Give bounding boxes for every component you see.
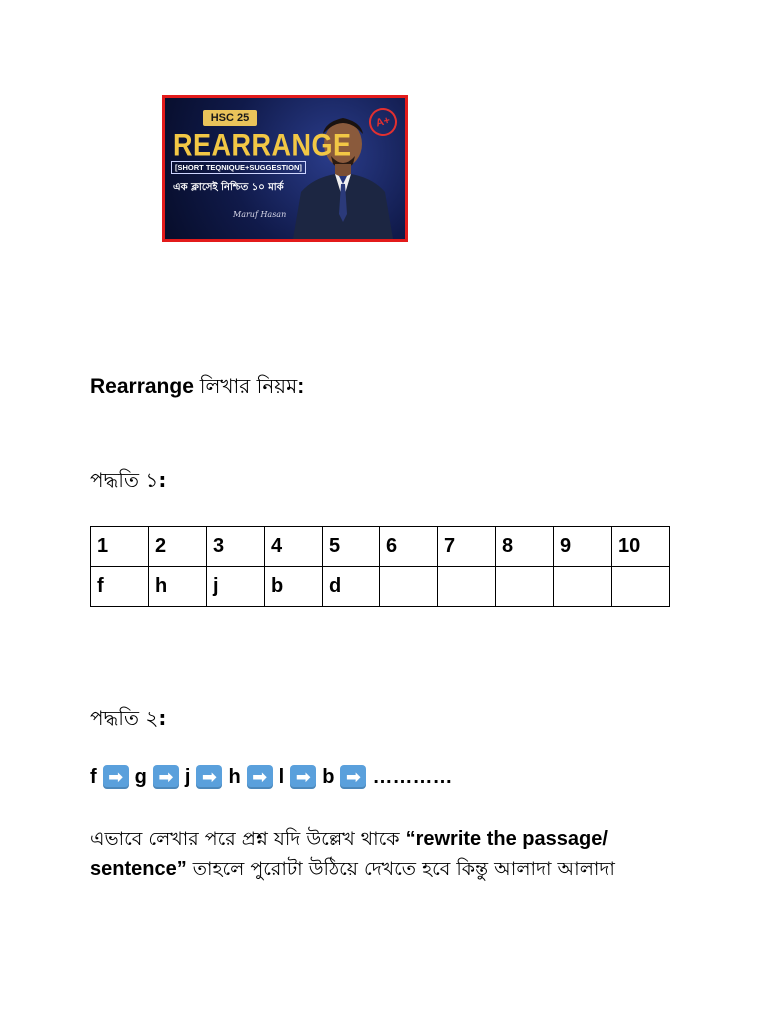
thumbnail-title: REARRANGE <box>173 128 352 163</box>
signature: Maruf Hasan <box>233 210 287 219</box>
method-2-colon: : <box>158 706 167 730</box>
course-thumbnail <box>162 95 408 242</box>
thumbnail-tagline: এক ক্লাসেই নিশ্চিত ১০ মার্ক <box>173 182 284 193</box>
table-cell: 9 <box>554 527 612 567</box>
heading-bangla: লিখার নিয়ম <box>199 374 298 398</box>
table-cell: 2 <box>149 527 207 567</box>
table-cell: 1 <box>91 527 149 567</box>
sequence-letter: h <box>228 765 241 788</box>
table-cell: f <box>91 567 149 607</box>
sequence-letter: g <box>134 765 147 788</box>
table-cell: 8 <box>496 527 554 567</box>
heading-english: Rearrange <box>90 375 194 398</box>
right-arrow-icon: ➡ <box>196 765 222 789</box>
method-2-label <box>90 704 166 737</box>
table-cell <box>380 567 438 607</box>
paragraph-part-3: তাহলে পুরোটা উঠিয়ে দেখতে হবে কিন্তু আলাদা আলাদা <box>186 858 615 880</box>
instruction-paragraph <box>90 824 690 884</box>
table-cell: h <box>149 567 207 607</box>
table-cell <box>612 567 670 607</box>
answer-table <box>90 526 670 607</box>
table-cell: j <box>207 567 265 607</box>
table-cell: d <box>323 567 380 607</box>
sequence-ellipsis: ………… <box>372 765 453 788</box>
right-arrow-icon: ➡ <box>290 765 316 789</box>
right-arrow-icon: ➡ <box>153 765 179 789</box>
right-arrow-icon: ➡ <box>340 765 366 789</box>
thumbnail-subtitle: [SHORT TEQNIQUE+SUGGESTION] <box>171 161 306 174</box>
section-heading <box>90 372 304 405</box>
method-1-text: পদ্ধতি ১ <box>90 468 159 492</box>
table-cell: 5 <box>323 527 380 567</box>
table-cell <box>554 567 612 607</box>
grade-mark-icon: A+ <box>366 105 400 139</box>
sequence-letter: b <box>322 765 335 788</box>
method-2-text: পদ্ধতি ২ <box>90 706 159 730</box>
class-badge: HSC 25 <box>203 110 257 126</box>
table-cell: 4 <box>265 527 323 567</box>
right-arrow-icon: ➡ <box>247 765 273 789</box>
letter-sequence <box>90 762 452 792</box>
table-cell <box>438 567 496 607</box>
table-row <box>91 567 670 607</box>
table-cell: b <box>265 567 323 607</box>
table-cell: 6 <box>380 527 438 567</box>
paragraph-quote: “rewrite the passage/ sentence” <box>90 828 608 880</box>
table-header-row <box>91 527 670 567</box>
paragraph-part-1: এভাবে লেখার পরে প্রশ্ন যদি উল্লেখ থাকে <box>90 828 406 850</box>
table-cell: 7 <box>438 527 496 567</box>
heading-colon: : <box>297 375 305 398</box>
table-cell: 10 <box>612 527 670 567</box>
sequence-letter: l <box>278 765 285 788</box>
table-cell <box>496 567 554 607</box>
method-1-colon: : <box>158 468 167 492</box>
sequence-letter: j <box>184 765 191 788</box>
table-cell: 3 <box>207 527 265 567</box>
method-1-label <box>90 466 166 499</box>
sequence-letter: f <box>90 765 97 788</box>
right-arrow-icon: ➡ <box>103 765 129 789</box>
